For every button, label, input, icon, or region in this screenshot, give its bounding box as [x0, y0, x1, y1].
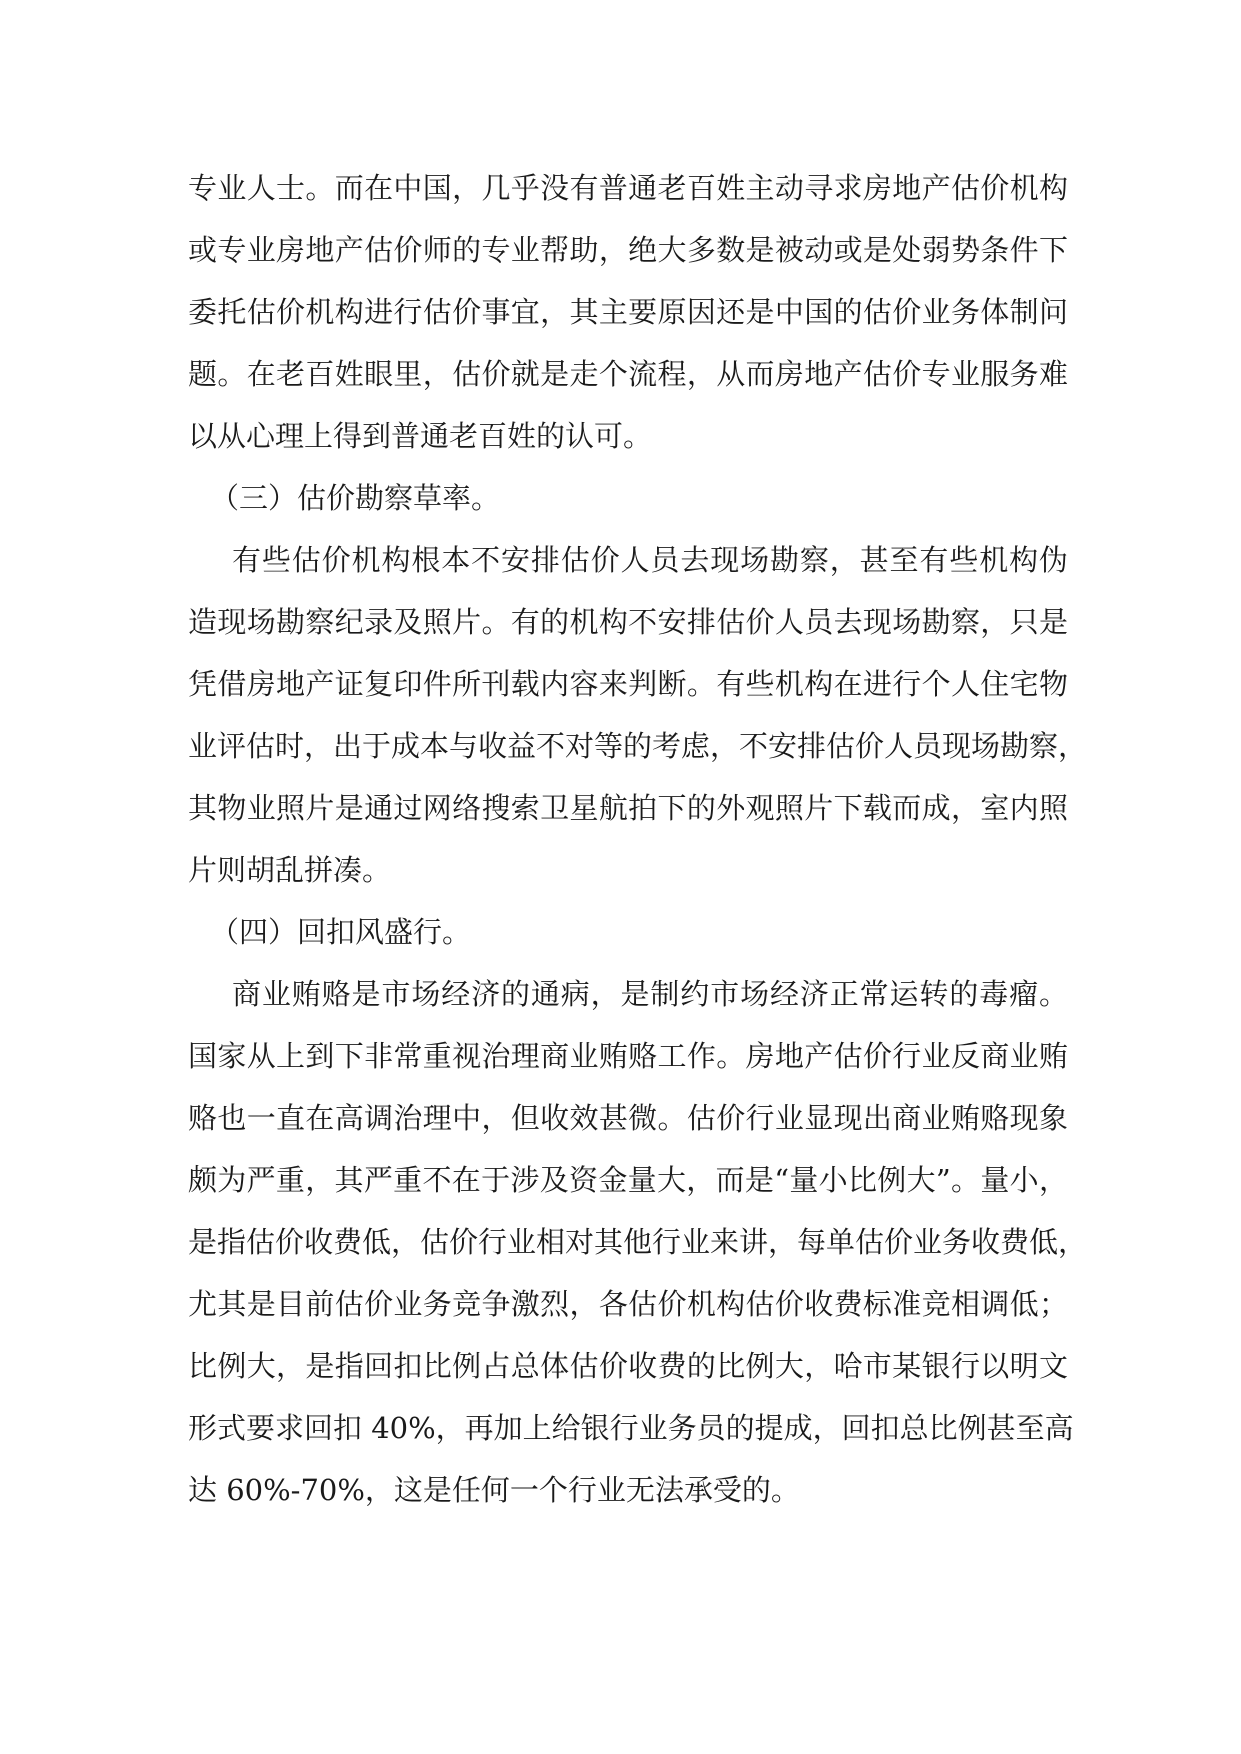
section-heading: （四）回扣风盛行。	[210, 915, 472, 949]
text-line: 专业人士。而在中国，几乎没有普通老百姓主动寻求房地产估价机构	[188, 171, 1068, 205]
text-line: 以从心理上得到普通老百姓的认可。	[188, 419, 653, 453]
text-line: 尤其是目前估价业务竞争激烈，各估价机构估价收费标准竞相调低；	[188, 1287, 1068, 1321]
text-line: 其物业照片是通过网络搜索卫星航拍下的外观照片下载而成，室内照	[188, 791, 1068, 825]
text-line: 或专业房地产估价师的专业帮助，绝大多数是被动或是处弱势条件下	[188, 233, 1068, 267]
text-line: 有些估价机构根本不安排估价人员去现场勘察，甚至有些机构伪	[232, 543, 1068, 577]
text-line: 片则胡乱拼凑。	[188, 853, 392, 887]
paragraph	[188, 963, 1088, 1521]
document-body	[188, 157, 1088, 1521]
text-line: 颇为严重，其严重不在于涉及资金量大，而是“量小比例大”。量小，	[188, 1163, 1068, 1197]
section-heading: （三）估价勘察草率。	[210, 481, 501, 515]
text-line: 凭借房地产证复印件所刊载内容来判断。有些机构在进行个人住宅物	[188, 667, 1068, 701]
paragraph	[188, 529, 1088, 901]
text-line: 造现场勘察纪录及照片。有的机构不安排估价人员去现场勘察，只是	[188, 605, 1068, 639]
text-line: 题。在老百姓眼里，估价就是走个流程，从而房地产估价专业服务难	[188, 357, 1068, 391]
text-line: 赂也一直在高调治理中，但收效甚微。估价行业显现出商业贿赂现象	[188, 1101, 1068, 1135]
text-line: 业评估时，出于成本与收益不对等的考虑，不安排估价人员现场勘察，	[188, 729, 1088, 763]
text-line: 委托估价机构进行估价事宜，其主要原因还是中国的估价业务体制问	[188, 295, 1068, 329]
text-line: 达 60%-70%，这是任何一个行业无法承受的。	[188, 1473, 800, 1507]
text-line: 商业贿赂是市场经济的通病，是制约市场经济正常运转的毒瘤。	[232, 977, 1068, 1011]
text-line: 国家从上到下非常重视治理商业贿赂工作。房地产估价行业反商业贿	[188, 1039, 1068, 1073]
text-line: 比例大，是指回扣比例占总体估价收费的比例大，哈市某银行以明文	[188, 1349, 1068, 1383]
text-line: 是指估价收费低，估价行业相对其他行业来讲，每单估价业务收费低，	[188, 1225, 1088, 1259]
text-line: 形式要求回扣 40%，再加上给银行业务员的提成，回扣总比例甚至高	[188, 1411, 1074, 1445]
paragraph	[188, 157, 1068, 467]
